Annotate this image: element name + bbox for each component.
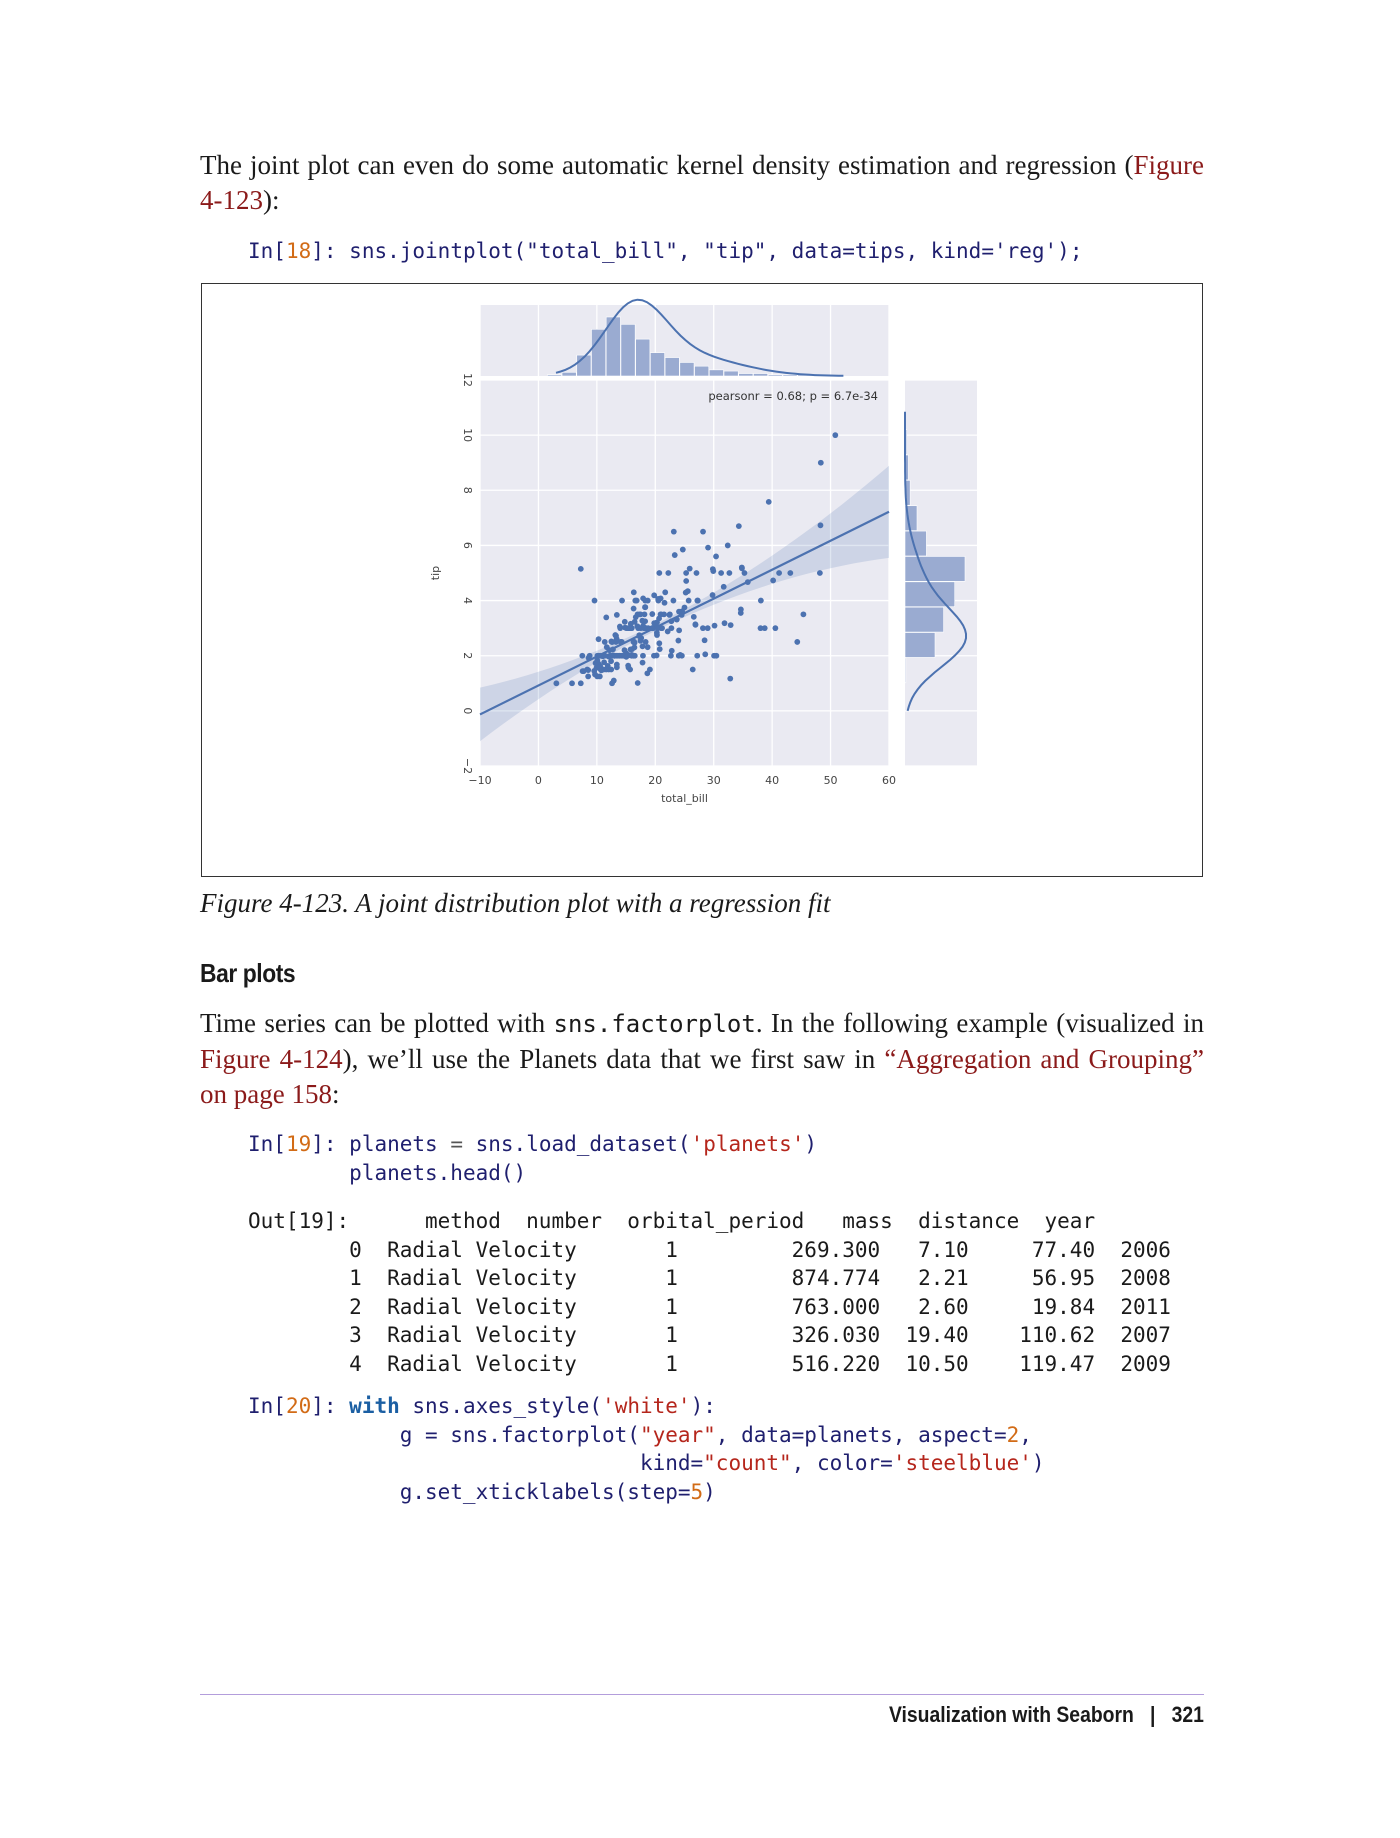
page-footer: [889, 1702, 1204, 1728]
scatter-point: [787, 570, 793, 576]
joint-axes: [429, 373, 896, 805]
scatter-point: [691, 614, 697, 620]
scatter-point: [713, 554, 719, 560]
code-close: ): [804, 1132, 818, 1156]
code-call: sns.axes_style(: [399, 1394, 603, 1418]
prompt: In[: [248, 1132, 286, 1156]
y-hist-bar: [905, 633, 935, 658]
scatter-point: [675, 638, 681, 644]
scatter-point: [598, 667, 604, 673]
code-close: ,: [1019, 1422, 1032, 1447]
prompt: In[: [248, 1394, 286, 1418]
footer-rule: [200, 1694, 1204, 1695]
cell-number: 20: [285, 1394, 312, 1418]
scatter-point: [766, 499, 772, 505]
scatter-point: [676, 653, 682, 659]
scatter-point: [667, 612, 673, 618]
scatter-point: [638, 625, 644, 631]
x-hist-bar: [562, 372, 576, 376]
footer-section-title: Visualization with Seaborn: [889, 1702, 1134, 1727]
scatter-point: [622, 619, 628, 625]
page-number: 321: [1171, 1702, 1204, 1727]
x-axis-label: total_bill: [661, 792, 708, 805]
figure-caption: Figure 4-123. A joint distribution plot with a regression fit: [200, 888, 831, 918]
scatter-point: [622, 647, 628, 653]
code-args: , data=planets, aspect=: [715, 1422, 1007, 1447]
code-line: planets.head(): [349, 1160, 527, 1185]
scatter-point: [609, 680, 615, 686]
scatter-point: [668, 653, 674, 659]
code-cell-18: [248, 237, 1082, 266]
scatter-point: [832, 432, 838, 438]
code-var: planets: [349, 1132, 438, 1156]
scatter-point: [711, 653, 717, 659]
scatter-point: [669, 648, 675, 654]
dataframe-row: 0 Radial Velocity 1 269.300 7.10 77.40 2006: [248, 1237, 1171, 1262]
x-hist-bar: [724, 371, 738, 376]
scatter-point: [655, 598, 661, 604]
y-tick-label: −2: [461, 757, 474, 775]
code-cell-19: [248, 1130, 817, 1187]
out-label: Out[19]:: [248, 1209, 350, 1233]
code-number: 5: [690, 1479, 704, 1504]
scatter-point: [702, 651, 708, 657]
code-args: , color=: [791, 1451, 893, 1475]
scatter-point: [645, 644, 651, 650]
x-hist-bar: [695, 366, 709, 376]
y-tick-label: 2: [461, 652, 474, 660]
scatter-point: [801, 611, 807, 617]
code-call: sns.load_dataset(: [475, 1132, 691, 1156]
x-hist-bar: [547, 375, 561, 376]
intro-paragraph: [200, 148, 1204, 218]
figure-link[interactable]: Figure 4-124: [200, 1044, 343, 1074]
y-hist-bar: [905, 556, 965, 581]
x-hist-bar: [665, 358, 679, 376]
cell-number: 18: [285, 239, 312, 263]
scatter-point: [651, 653, 657, 659]
scatter-point: [603, 614, 609, 620]
scatter-point: [817, 570, 823, 576]
code-string: 'white': [602, 1394, 691, 1418]
x-tick-label: 20: [648, 774, 663, 787]
barplots-paragraph: [200, 1006, 1204, 1112]
code-args: kind=: [639, 1451, 704, 1475]
code-cell-20: [248, 1392, 1045, 1506]
scatter-point: [620, 653, 626, 659]
prompt-close: ]:: [311, 1132, 350, 1156]
scatter-point: [680, 547, 686, 553]
scatter-point: [626, 652, 632, 658]
scatter-point: [593, 660, 599, 666]
scatter-point: [665, 570, 671, 576]
scatter-point: [614, 664, 620, 670]
scatter-point: [611, 653, 617, 659]
pearsonr-annotation: pearsonr = 0.68; p = 6.7e-34: [708, 389, 878, 403]
scatter-point: [596, 636, 602, 642]
x-tick-label: 60: [882, 774, 896, 787]
scatter-point: [726, 570, 732, 576]
prompt: In[: [248, 239, 286, 263]
section-heading: Bar plots: [200, 958, 296, 988]
code-close: ):: [690, 1394, 716, 1418]
scatter-point: [670, 598, 676, 604]
scatter-point: [578, 680, 584, 686]
scatter-point: [642, 604, 648, 610]
scatter-point: [631, 589, 637, 595]
y-hist-bar: [905, 658, 906, 683]
scatter-point: [635, 680, 641, 686]
scatter-point: [692, 621, 698, 627]
y-hist-bar: [905, 607, 944, 632]
figure-link[interactable]: Figure 4-123: [200, 150, 1204, 215]
scatter-point: [721, 584, 727, 590]
code-op: =: [437, 1132, 476, 1156]
x-tick-label: 0: [534, 774, 542, 787]
code-call: g.set_xticklabels(step=: [399, 1479, 691, 1504]
scatter-point: [662, 589, 668, 595]
para-text: Time series can be plotted with: [200, 1008, 554, 1038]
y-tick-label: 10: [461, 428, 474, 443]
scatter-point: [676, 627, 682, 633]
inline-code: sns.factorplot: [553, 1010, 756, 1038]
scatter-point: [594, 673, 600, 679]
scatter-point: [818, 460, 824, 466]
scatter-point: [627, 667, 633, 673]
scatter-point: [602, 639, 608, 645]
x-hist-bar: [636, 339, 650, 376]
y-tick-label: 4: [461, 597, 474, 605]
x-tick-label: 30: [706, 774, 721, 787]
intro-text: The joint plot can even do some automatic kernel density estimation and regression (: [200, 150, 1134, 180]
scatter-point: [662, 600, 668, 606]
x-tick-label: 40: [765, 774, 780, 787]
scatter-point: [613, 633, 619, 639]
x-hist-bar: [753, 374, 767, 376]
dataframe-row: 1 Radial Velocity 1 874.774 2.21 56.95 2008: [248, 1266, 1171, 1290]
scatter-point: [657, 646, 663, 652]
scatter-point: [686, 598, 692, 604]
scatter-point: [694, 570, 700, 576]
dataframe-row: 2 Radial Velocity 1 763.000 2.60 19.84 2011: [248, 1294, 1171, 1319]
x-hist-bar: [591, 329, 605, 376]
scatter-point: [578, 566, 584, 572]
scatter-point: [690, 667, 696, 673]
scatter-point: [739, 565, 745, 571]
code-keyword: with: [349, 1394, 400, 1418]
scatter-point: [642, 618, 648, 624]
scatter-point: [644, 670, 650, 676]
scatter-point: [700, 625, 706, 631]
x-hist-bar: [680, 362, 694, 376]
code-string: 'planets': [690, 1132, 805, 1156]
code-call: g = sns.factorplot(: [399, 1422, 640, 1447]
scatter-point: [727, 676, 733, 682]
scatter-point: [705, 545, 711, 551]
scatter-point: [656, 570, 662, 576]
scatter-point: [585, 673, 591, 679]
x-marginal-histogram: [480, 300, 889, 376]
x-tick-label: 10: [589, 774, 604, 787]
y-tick-label: 0: [461, 707, 474, 715]
prompt-close: ]:: [311, 1394, 350, 1418]
scatter-point: [687, 566, 693, 572]
scatter-point: [617, 625, 623, 631]
scatter-point: [613, 639, 619, 645]
scatter-point: [651, 592, 657, 598]
scatter-point: [736, 523, 742, 529]
scatter-point: [770, 578, 776, 584]
x-hist-bar: [783, 375, 797, 376]
x-hist-bar: [768, 375, 782, 376]
scatter-point: [738, 606, 744, 612]
x-hist-bar: [739, 374, 753, 376]
scatter-point: [794, 639, 800, 645]
scatter-point: [818, 522, 824, 528]
joint-plot: [202, 284, 1201, 875]
scatter-point: [683, 578, 689, 584]
scatter-point: [626, 625, 632, 631]
scatter-point: [718, 570, 724, 576]
code-string: 'steelblue': [892, 1451, 1032, 1475]
scatter-point: [553, 680, 559, 686]
dataframe-row: 3 Radial Velocity 1 326.030 19.40 110.62 2007: [248, 1323, 1171, 1347]
y-marginal-histogram: [905, 380, 977, 766]
scatter-point: [665, 629, 671, 635]
scatter-point: [569, 680, 575, 686]
scatter-point: [712, 623, 718, 629]
scatter-point: [649, 611, 655, 617]
y-tick-label: 8: [461, 486, 474, 494]
scatter-point: [608, 658, 614, 664]
figure-frame: [201, 283, 1203, 877]
code-string: "count": [703, 1451, 792, 1475]
scatter-point: [772, 625, 778, 631]
scatter-point: [710, 566, 716, 572]
code-line: sns.jointplot("total_bill", "tip", data=tips, kind='reg');: [349, 239, 1083, 263]
scatter-point: [682, 605, 688, 611]
dataframe-row: 4 Radial Velocity 1 516.220 10.50 119.47 2009: [248, 1351, 1171, 1376]
scatter-point: [695, 598, 701, 604]
scatter-point: [631, 606, 637, 612]
y-tick-label: 6: [461, 541, 474, 549]
scatter-point: [658, 611, 664, 617]
scatter-point: [722, 620, 728, 626]
scatter-point: [614, 612, 620, 618]
scatter-point: [728, 622, 734, 628]
scatter-point: [643, 639, 649, 645]
scatter-point: [725, 543, 731, 549]
scatter-point: [683, 590, 689, 596]
scatter-point: [581, 668, 587, 674]
scatter-point: [592, 598, 598, 604]
code-string: "year": [639, 1422, 716, 1447]
para-text: ), we’ll use the Planets data that we first saw in: [342, 1044, 885, 1074]
scatter-point: [640, 660, 646, 666]
section-link[interactable]: “Aggregation and Grouping” on page 158: [200, 1044, 1204, 1109]
scatter-point: [640, 653, 646, 659]
code-close: ): [703, 1479, 716, 1504]
dataframe-output: [248, 1209, 1171, 1376]
scatter-point: [762, 625, 768, 631]
dataframe-header: method number orbital_period mass distance year: [349, 1209, 1096, 1233]
scatter-point: [645, 598, 651, 604]
output-cell-19: [248, 1207, 1171, 1378]
footer-separator: |: [1150, 1702, 1156, 1727]
scatter-point: [671, 529, 677, 535]
scatter-point: [700, 529, 706, 535]
x-tick-label: −10: [468, 774, 492, 787]
scatter-point: [642, 611, 648, 617]
scatter-point: [672, 552, 678, 558]
scatter-point: [632, 645, 638, 651]
scatter-point: [632, 619, 638, 625]
x-hist-bar: [621, 324, 635, 376]
intro-text-end: ):: [263, 185, 280, 215]
x-hist-bar: [709, 370, 723, 376]
scatter-point: [656, 640, 662, 646]
y-axis-label: tip: [429, 565, 442, 581]
x-hist-bar: [650, 353, 664, 376]
scatter-point: [619, 598, 625, 604]
y-tick-label: 12: [461, 373, 474, 387]
para-text: . In the following example (visualized in: [755, 1008, 1204, 1038]
x-tick-label: 50: [823, 774, 838, 787]
scatter-point: [632, 598, 638, 604]
para-text: :: [331, 1079, 340, 1109]
scatter-point: [702, 637, 708, 643]
cell-number: 19: [285, 1132, 312, 1156]
scatter-point: [694, 653, 700, 659]
scatter-point: [776, 570, 782, 576]
scatter-point: [579, 653, 585, 659]
code-number: 2: [1006, 1422, 1020, 1447]
code-close: ): [1031, 1451, 1045, 1475]
prompt-close: ]:: [311, 239, 350, 263]
scatter-point: [758, 598, 764, 604]
